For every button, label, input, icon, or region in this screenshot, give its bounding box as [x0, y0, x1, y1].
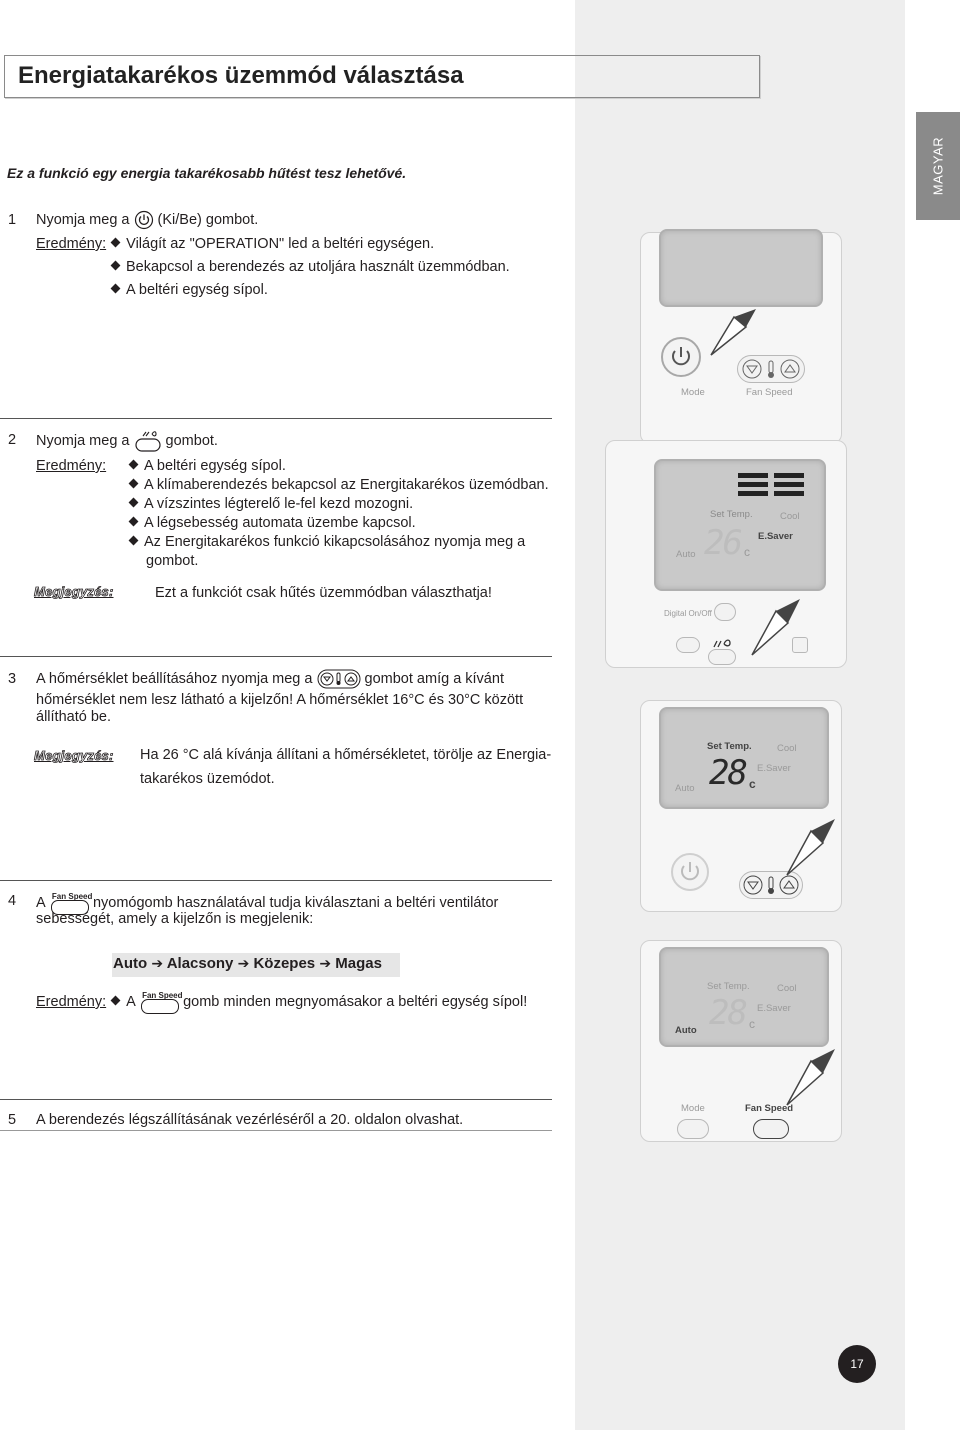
cool-label: Cool — [780, 511, 800, 522]
mode-label: Mode — [681, 1103, 705, 1114]
step4-pre: A — [36, 894, 45, 911]
esaver-label: E.Saver — [757, 763, 791, 774]
fan-speed-button-illustration — [753, 1119, 789, 1139]
step2-result-3 — [128, 494, 413, 515]
seq-item: Közepes — [253, 955, 316, 972]
step2-num: 2 — [8, 432, 17, 448]
mode-button-illustration — [677, 1119, 709, 1139]
fan-speed-label: Fan Speed — [745, 1103, 794, 1114]
digital-onoff-label: Digital On/Off — [664, 609, 712, 618]
fan-bars-icon — [738, 473, 810, 499]
remote-lcd — [659, 947, 829, 1047]
set-temp-label: Set Temp. — [707, 981, 750, 992]
step1-num: 1 — [8, 212, 17, 228]
set-temp-label: Set Temp. — [710, 509, 753, 520]
pointer-arrow-icon — [706, 303, 766, 363]
step2-result-5 — [128, 532, 525, 553]
result-text: A beltéri egység sípol. — [126, 282, 268, 298]
cool-label: Cool — [777, 983, 797, 994]
step2-result-5b: gombot. — [146, 553, 199, 569]
esaver-button-illustration — [708, 649, 736, 665]
bullet-icon — [129, 517, 139, 527]
auto-label: Auto — [675, 1025, 697, 1036]
remote-illustration-3 — [640, 700, 842, 912]
step1-pre: Nyomja meg a — [36, 212, 130, 228]
result-pre: A — [126, 993, 136, 1010]
divider — [0, 656, 552, 657]
step3-line1 — [36, 669, 504, 690]
arrow-right-icon: ➔ — [151, 955, 164, 971]
step4-post: nyomógomb használatával tudja kiválasztani a beltéri ventilátor — [92, 894, 499, 911]
language-tab — [916, 112, 960, 220]
step1-result-3 — [110, 280, 268, 301]
remote-illustration-2 — [605, 440, 847, 668]
pointer-arrow-icon — [781, 1041, 841, 1111]
seq-item: Alacsony — [166, 955, 234, 972]
step2-post: gombot. — [165, 432, 218, 449]
remote-lcd — [654, 459, 826, 591]
intro-text: Ez a funkció egy energia takarékosabb hűtést tesz lehetővé. — [7, 165, 407, 181]
temp-display: 26 — [704, 523, 741, 563]
result-label: Eredmény: — [36, 993, 107, 1010]
divider — [0, 418, 552, 419]
unit-label: c — [749, 1017, 755, 1031]
auto-label: Auto — [676, 549, 696, 560]
esaver-label: E.Saver — [757, 1003, 791, 1014]
divider — [0, 1130, 552, 1131]
esaver-button-icon — [134, 430, 162, 452]
result-label: Eredmény: — [36, 458, 107, 474]
step4-result — [36, 990, 527, 1014]
step1-post: (Ki/Be) gombot. — [157, 212, 259, 228]
step2-result-4 — [128, 513, 416, 534]
seq-item: Magas — [335, 955, 382, 972]
bullet-icon — [111, 238, 121, 248]
page-title: Energiatakarékos üzemmód választása — [18, 62, 464, 89]
fan-speed-sequence — [113, 955, 382, 972]
step2-instruction — [36, 430, 218, 452]
result-text: A beltéri egység sípol. — [144, 458, 286, 474]
mode-label: Mode — [681, 387, 705, 398]
bullet-icon — [111, 995, 121, 1005]
result-post: gomb minden megnyomásakor a beltéri egység sípol! — [183, 993, 528, 1010]
arrow-right-icon: ➔ — [319, 955, 332, 971]
remote-illustration-4 — [640, 940, 842, 1142]
step5-text: A berendezés légszállításának vezérléséről a 20. oldalon olvashat. — [36, 1112, 464, 1128]
page-number: 17 — [838, 1345, 876, 1383]
result-text: A vízszintes légterelő le-fel kezd mozogni. — [144, 496, 414, 512]
cool-label: Cool — [777, 743, 797, 754]
step2-note: Ezt a funkciót csak hűtés üzemmódban választhatja! — [155, 585, 492, 601]
result-text: Világít az "OPERATION" led a beltéri egységen. — [126, 236, 435, 252]
bullet-icon — [129, 479, 139, 489]
step3-note-2: takarékos üzemódot. — [140, 771, 275, 787]
bullet-icon — [129, 460, 139, 470]
language-tab-label: MAGYAR — [930, 136, 946, 196]
step4-line2: sebességét, amely a kijelzőn is megjelenik: — [36, 911, 314, 927]
step2-result-2 — [128, 475, 549, 496]
power-icon — [663, 339, 699, 375]
bullet-icon — [111, 284, 121, 294]
bullet-icon — [129, 498, 139, 508]
esaver-label: E.Saver — [758, 531, 793, 542]
pointer-arrow-icon — [781, 811, 841, 881]
unit-label: c — [749, 777, 756, 791]
remote-lcd — [659, 707, 829, 809]
power-button-illustration — [671, 853, 709, 891]
auto-label: Auto — [675, 783, 695, 794]
title-box — [4, 55, 760, 98]
temp-display: 28 — [709, 753, 746, 793]
esaver-icon — [710, 637, 734, 651]
result-text: Az Energitakarékos funkció kikapcsolásához nyomja meg a — [144, 534, 526, 550]
remote-illustration-1 — [640, 232, 842, 444]
result-text: Bekapcsol a berendezés az utoljára használt üzemmódban. — [126, 259, 510, 275]
fan-speed-button-icon — [139, 990, 183, 1014]
step3-post: gombot amíg a kívánt — [364, 671, 504, 687]
temp-button-icon — [317, 669, 361, 689]
temp-display: 28 — [709, 993, 746, 1033]
power-button-illustration — [661, 337, 701, 377]
step1-result-1 — [36, 234, 434, 255]
turbo-button-illustration — [676, 637, 700, 653]
result-text: A légsebesség automata üzembe kapcsol. — [144, 515, 416, 531]
result-label: Eredmény: — [36, 236, 107, 252]
set-temp-label: Set Temp. — [707, 741, 752, 752]
bullet-icon — [129, 536, 139, 546]
fan-speed-button-label: Fan Speed — [142, 991, 183, 1000]
power-icon — [134, 210, 154, 230]
step3-line3: állítható be. — [36, 709, 111, 725]
fan-speed-button-label: Fan Speed — [51, 892, 93, 901]
arrow-right-icon: ➔ — [237, 955, 250, 971]
step3-note-1: Ha 26 °C alá kívánja állítani a hőmérsékletet, törölje az Energia- — [140, 747, 552, 763]
step1-instruction — [36, 210, 258, 231]
pointer-arrow-icon — [746, 591, 806, 661]
step2-result-1-text — [128, 456, 286, 477]
divider — [0, 1099, 552, 1100]
step3-num: 3 — [8, 671, 17, 687]
step3-pre: A hőmérséklet beállításához nyomja meg a — [36, 671, 313, 687]
step4-num: 4 — [8, 893, 17, 909]
step2-pre: Nyomja meg a — [36, 432, 130, 449]
note-label: Megjegyzés: — [34, 748, 114, 763]
step5-num: 5 — [8, 1112, 17, 1128]
note-label: Megjegyzés: — [34, 584, 114, 599]
unit-label: c — [744, 545, 750, 559]
power-icon — [673, 855, 707, 889]
step1-result-2 — [110, 257, 510, 278]
fan-speed-label: Fan Speed — [746, 387, 793, 398]
seq-item: Auto — [113, 955, 148, 972]
divider — [0, 880, 552, 881]
swing-button-illustration — [714, 603, 736, 621]
remote-lcd — [659, 229, 823, 307]
bullet-icon — [111, 261, 121, 271]
step2-result-1 — [36, 456, 106, 477]
step3-line2: hőmérséklet nem lesz látható a kijelzőn! A hőmérséklet 16°C és 30°C között — [36, 692, 524, 708]
result-text: A klímaberendezés bekapcsol az Energitakarékos üzemódban. — [144, 477, 549, 493]
